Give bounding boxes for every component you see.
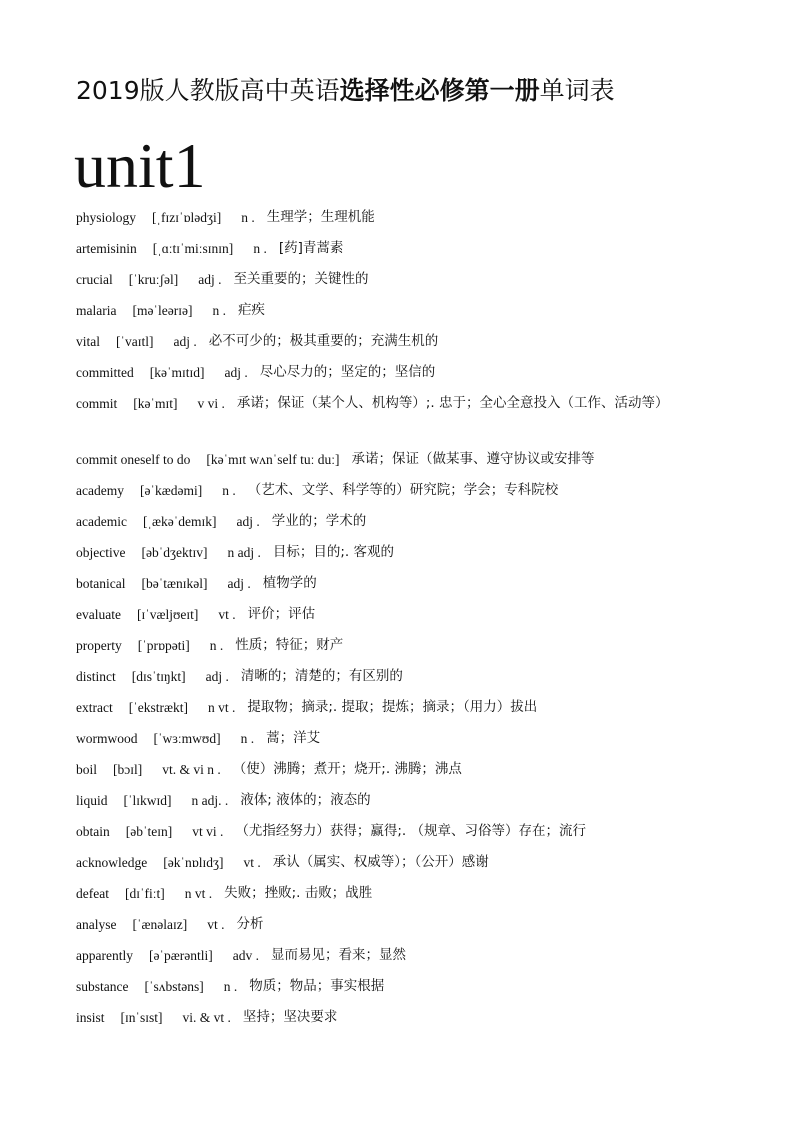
vocab-word: malaria bbox=[76, 303, 117, 318]
vocab-entry bbox=[76, 816, 726, 847]
vocab-phonetic: [əkˈnɒlɪdʒ] bbox=[163, 855, 224, 870]
vocab-meaning: 物质；物品；事实根据 bbox=[249, 978, 385, 994]
vocab-meaning: 失败；挫败;. 击败；战胜 bbox=[224, 885, 373, 901]
vocab-meaning: （艺术、文学、科学等的）研究院；学会；专科院校 bbox=[247, 482, 559, 498]
vocab-word: commit bbox=[76, 396, 118, 411]
vocab-phonetic: [ɪnˈsɪst] bbox=[120, 1010, 163, 1025]
vocab-word: commit oneself to do bbox=[76, 452, 191, 467]
title-part-1: 2019版人教版高中英语 bbox=[76, 76, 340, 105]
vocab-part-of-speech: vt . bbox=[207, 917, 225, 932]
vocab-part-of-speech: vt . bbox=[243, 855, 261, 870]
vocab-phonetic: [ˈvaɪtl] bbox=[116, 334, 154, 349]
vocab-entry bbox=[76, 537, 726, 568]
vocab-phonetic: [məˈleərɪə] bbox=[132, 303, 193, 318]
vocab-part-of-speech: vt . bbox=[218, 607, 236, 622]
vocab-entry bbox=[76, 506, 726, 537]
vocab-meaning: 植物学的 bbox=[262, 575, 317, 591]
vocab-meaning: 承认（属实、权威等）；（公开）感谢 bbox=[272, 854, 489, 870]
vocab-part-of-speech: n . bbox=[223, 979, 238, 994]
vocab-part-of-speech: n adj. . bbox=[191, 793, 229, 808]
vocab-meaning: 目标；目的;. 客观的 bbox=[272, 544, 394, 560]
vocab-entry bbox=[76, 909, 726, 940]
vocab-word: academic bbox=[76, 514, 127, 529]
vocab-part-of-speech: adj . bbox=[236, 514, 260, 529]
vocab-meaning: 蒿；洋艾 bbox=[266, 730, 321, 746]
vocab-word: boil bbox=[76, 762, 98, 777]
vocab-word: physiology bbox=[76, 210, 137, 225]
vocab-word: objective bbox=[76, 545, 126, 560]
vocab-part-of-speech: n . bbox=[222, 483, 236, 498]
vocab-word: analyse bbox=[76, 917, 117, 932]
vocab-word: insist bbox=[76, 1010, 105, 1025]
vocab-phonetic: [ˈprɒpəti] bbox=[137, 638, 190, 653]
vocab-part-of-speech: n . bbox=[212, 303, 226, 318]
vocab-meaning: 分析 bbox=[236, 916, 264, 932]
vocab-part-of-speech: adj . bbox=[224, 365, 248, 380]
vocabulary-list bbox=[76, 202, 726, 1033]
vocab-word: vital bbox=[76, 334, 100, 349]
vocab-entry bbox=[76, 357, 726, 388]
vocab-word: apparently bbox=[76, 948, 133, 963]
vocab-entry bbox=[76, 971, 726, 1002]
vocab-part-of-speech: v vi . bbox=[197, 396, 225, 411]
vocab-word: committed bbox=[76, 365, 134, 380]
vocab-meaning: 坚持；坚决要求 bbox=[242, 1009, 338, 1025]
vocab-meaning: 显而易见；看来；显然 bbox=[270, 947, 406, 963]
vocab-phonetic: [əbˈteɪn] bbox=[125, 824, 173, 839]
document-title bbox=[76, 72, 615, 110]
vocab-part-of-speech: adv . bbox=[232, 948, 259, 963]
vocab-word: wormwood bbox=[76, 731, 138, 746]
vocab-part-of-speech: adj . bbox=[173, 334, 197, 349]
vocab-entry bbox=[76, 847, 726, 878]
vocab-phonetic: [kəˈmɪt] bbox=[133, 396, 178, 411]
vocab-meaning: （使）沸腾；煮开；烧开;. 沸腾；沸点 bbox=[232, 761, 462, 777]
vocab-meaning: 至关重要的；关键性的 bbox=[233, 271, 369, 287]
vocab-entry bbox=[76, 326, 726, 357]
vocab-meaning: [药]青蒿素 bbox=[278, 240, 344, 256]
vocab-meaning: 评价；评估 bbox=[247, 606, 316, 622]
vocab-meaning: 必不可少的；极其重要的；充满生机的 bbox=[208, 333, 439, 349]
vocab-phonetic: [ɪˈvæljʊeɪt] bbox=[136, 607, 199, 622]
vocab-entry bbox=[76, 295, 726, 326]
vocab-meaning: 疟疾 bbox=[237, 302, 265, 318]
vocab-meaning: 液体; 液体的；液态的 bbox=[240, 792, 371, 808]
vocab-meaning: 承诺；保证（某个人、机构等）;. 忠于；全心全意投入（工作、活动等） bbox=[236, 395, 669, 411]
vocab-part-of-speech: n vt . bbox=[207, 700, 236, 715]
vocab-word: crucial bbox=[76, 272, 113, 287]
vocab-entry bbox=[76, 754, 726, 785]
vocab-entry bbox=[76, 1002, 726, 1033]
vocab-part-of-speech: n . bbox=[241, 210, 255, 225]
vocab-word: acknowledge bbox=[76, 855, 148, 870]
unit-heading: unit1 bbox=[74, 130, 206, 201]
vocab-phonetic: [dɪˈfiːt] bbox=[124, 886, 165, 901]
title-part-3: 单词表 bbox=[539, 76, 615, 105]
vocab-phonetic: [kəˈmɪtɪd] bbox=[149, 365, 205, 380]
vocab-phonetic: [ˈænəlaɪz] bbox=[132, 917, 188, 932]
vocab-part-of-speech: n adj . bbox=[227, 545, 261, 560]
vocab-entry bbox=[76, 568, 726, 599]
vocab-phonetic: [ˈsʌbstəns] bbox=[144, 979, 204, 994]
vocab-entry bbox=[76, 233, 726, 264]
vocab-word: academy bbox=[76, 483, 124, 498]
vocab-meaning: 清晰的；清楚的；有区别的 bbox=[240, 668, 403, 684]
vocab-phonetic: [kəˈmɪt wʌnˈself tuː duː] bbox=[206, 452, 340, 467]
vocab-meaning: 生理学；生理机能 bbox=[266, 209, 375, 225]
vocab-entry bbox=[76, 692, 726, 723]
vocab-entry bbox=[76, 444, 726, 475]
vocab-word: botanical bbox=[76, 576, 126, 591]
vocab-word: liquid bbox=[76, 793, 108, 808]
vocab-phonetic: [dɪsˈtɪŋkt] bbox=[131, 669, 186, 684]
vocab-phonetic: [əbˈdʒektɪv] bbox=[141, 545, 208, 560]
vocab-phonetic: [ˌfɪzɪˈɒlədʒi] bbox=[152, 210, 222, 225]
vocab-entry bbox=[76, 785, 726, 816]
vocab-part-of-speech: adj . bbox=[227, 576, 251, 591]
vocab-part-of-speech: n . bbox=[253, 241, 267, 256]
vocab-phonetic: [bɔɪl] bbox=[113, 762, 143, 777]
vocab-word: property bbox=[76, 638, 122, 653]
vocab-meaning: （尤指经努力）获得；赢得;. （规章、习俗等）存在；流行 bbox=[235, 823, 587, 839]
vocab-entry bbox=[76, 599, 726, 630]
vocab-meaning: 提取物；摘录;. 提取；提炼；摘录；（用力）拔出 bbox=[247, 699, 538, 715]
vocab-phonetic: [ˈekstrækt] bbox=[128, 700, 188, 715]
vocab-entry bbox=[76, 475, 726, 506]
vocab-part-of-speech: vi. & vt . bbox=[182, 1010, 231, 1025]
vocab-word: substance bbox=[76, 979, 129, 994]
vocab-entry bbox=[76, 630, 726, 661]
vocab-phonetic: [ˌækəˈdemɪk] bbox=[142, 514, 217, 529]
vocab-entry bbox=[76, 264, 726, 295]
vocab-meaning: 承诺；保证（做某事、遵守协议或安排等 bbox=[351, 451, 595, 467]
vocab-part-of-speech: adj . bbox=[198, 272, 222, 287]
vocab-meaning: 学业的；学术的 bbox=[271, 513, 367, 529]
title-part-2: 选择性必修第一册 bbox=[339, 76, 540, 105]
vocab-entry bbox=[76, 388, 726, 444]
vocab-entry bbox=[76, 661, 726, 692]
vocab-entry bbox=[76, 723, 726, 754]
vocab-part-of-speech: vt vi . bbox=[192, 824, 224, 839]
vocab-phonetic: [ˈlɪkwɪd] bbox=[123, 793, 172, 808]
vocab-phonetic: [əˈpærəntli] bbox=[148, 948, 213, 963]
vocab-part-of-speech: n vt . bbox=[184, 886, 213, 901]
vocab-meaning: 性质；特征；财产 bbox=[235, 637, 344, 653]
vocab-entry bbox=[76, 878, 726, 909]
vocab-word: artemisinin bbox=[76, 241, 137, 256]
vocab-word: extract bbox=[76, 700, 113, 715]
vocab-phonetic: [ˌɑːtɪˈmiːsɪnɪn] bbox=[152, 241, 234, 256]
vocab-part-of-speech: vt. & vi n . bbox=[162, 762, 221, 777]
vocab-phonetic: [əˈkædəmi] bbox=[139, 483, 203, 498]
vocab-part-of-speech: n . bbox=[240, 731, 255, 746]
vocab-word: evaluate bbox=[76, 607, 121, 622]
vocab-word: defeat bbox=[76, 886, 109, 901]
vocab-word: distinct bbox=[76, 669, 116, 684]
vocab-word: obtain bbox=[76, 824, 110, 839]
vocab-part-of-speech: adj . bbox=[205, 669, 229, 684]
vocab-phonetic: [bəˈtænɪkəl] bbox=[141, 576, 208, 591]
vocab-phonetic: [ˈwɜːmwʊd] bbox=[153, 731, 221, 746]
vocab-entry bbox=[76, 202, 726, 233]
vocab-part-of-speech: n . bbox=[209, 638, 224, 653]
vocab-entry bbox=[76, 940, 726, 971]
vocab-phonetic: [ˈkruːʃəl] bbox=[128, 272, 179, 287]
vocab-meaning: 尽心尽力的；坚定的；坚信的 bbox=[259, 364, 436, 380]
